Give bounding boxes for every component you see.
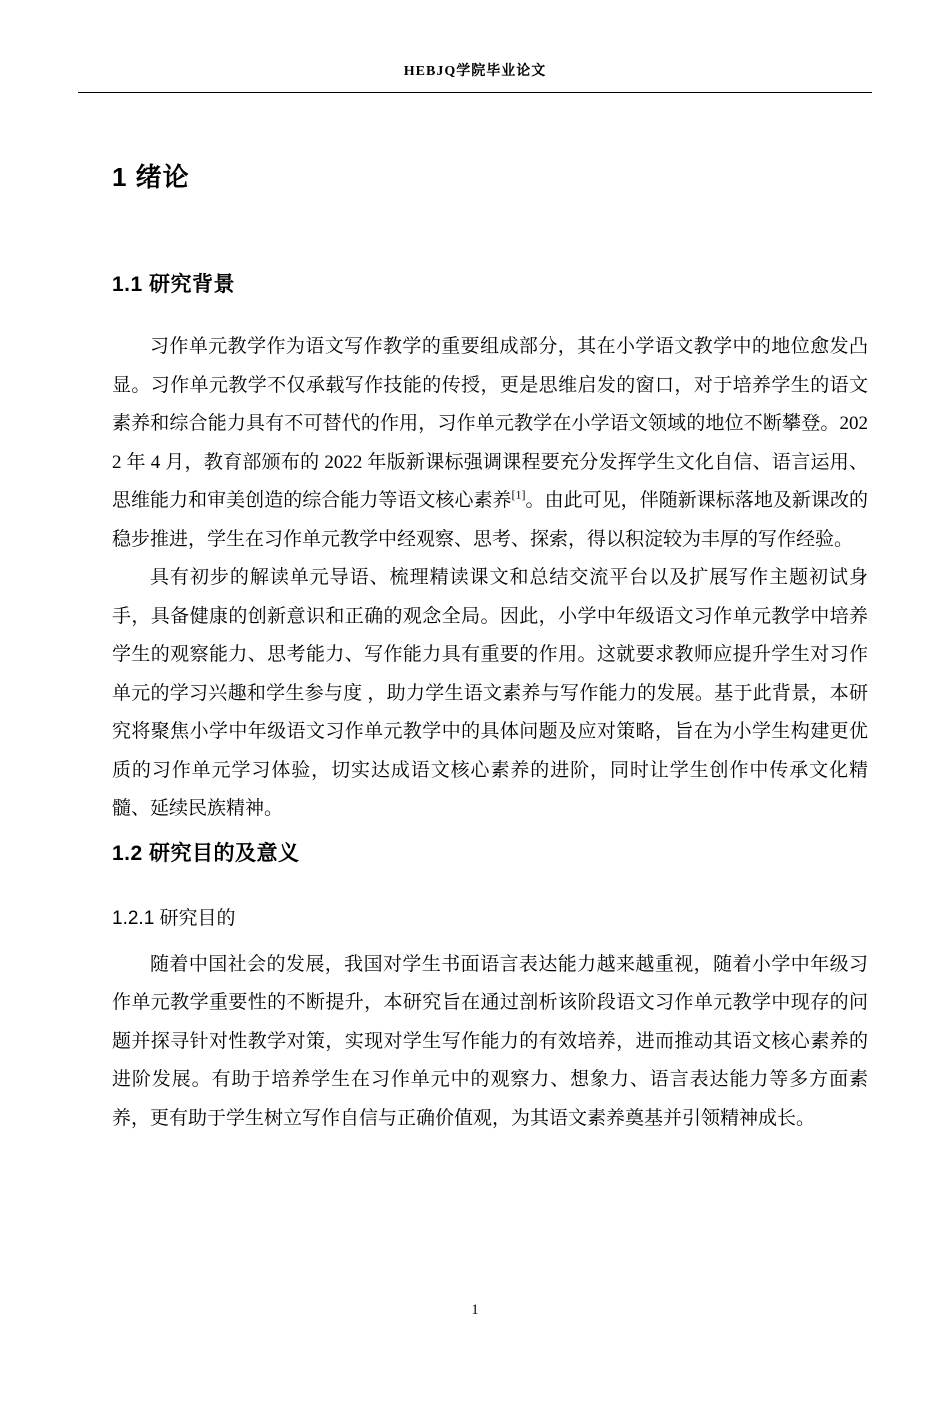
footnote-reference-1: [1]: [511, 487, 526, 502]
document-body: [112, 157, 868, 1138]
subsection-1-2-1-heading: 1.2.1 研究目的: [112, 907, 236, 929]
page-header: [78, 60, 872, 93]
section-1-1-heading: 1.1 研究背景: [112, 273, 236, 296]
page-number: 1: [471, 1302, 479, 1318]
section-1-2-heading: 1.2 研究目的及意义: [112, 841, 300, 865]
paragraph-text-after-note: 。由此可见，伴随新课标落地及新课改的稳步推进，学生在习作单元教学中经观察、思考、探索，得以积淀较为丰厚的写作经验。: [112, 490, 868, 550]
chapter-1-heading: 1 绪论: [112, 162, 190, 192]
header-title: HEBJQ学院毕业论文: [403, 64, 547, 79]
paragraph-research-background-2: 具有初步的解读单元导语、梳理精读课文和总结交流平台以及扩展写作主题初试身手，具备健康的创新意识和正确的观念全局。因此，小学中年级语文习作单元教学中培养学生的观察能力、思考能力、写作能力具有重要的作用。这就要求教师应提升学生对习作单元的学习兴趣和学生参与度 ，助力学生语文素养与写作能力的发展。基于此背景，本研究将聚焦小学中年级语文习作单元教学中的具体问题及应对策略，旨在为小学生构建更优质的习作单元学习体验，切实达成语文核心素养的进阶，同时让学生创作中传承文化精髓、延续民族精神。: [112, 567, 868, 819]
thesis-page: [0, 60, 950, 1404]
paragraph-research-purpose: 随着中国社会的发展，我国对学生书面语言表达能力越来越重视，随着小学中年级习作单元教学重要性的不断提升，本研究旨在通过剖析该阶段语文习作单元教学中现存的问题并探寻针对性教学对策，实现对学生写作能力的有效培养，进而推动其语文核心素养的进阶发展。有助于培养学生在习作单元中的观察力、想象力、语言表达能力等多方面素养，更有助于学生树立写作自信与正确价值观，为其语文素养奠基并引领精神成长。: [112, 953, 868, 1129]
paragraph-text-before-note: 习作单元教学作为语文写作教学的重要组成部分，其在小学语文教学中的地位愈发凸显。习作单元教学不仅承载写作技能的传授，更是思维启发的窗口，对于培养学生的语文素养和综合能力具有不可替代的作用，习作单元教学在小学语文领域的地位不断攀登。2022 年 4 月，教育部颁布的 2022 年版新课标强调课程要充分发挥学生文化自信、语言运用、思维能力和审美创造的综合能力等语文核心素养: [112, 336, 868, 511]
page-footer: [0, 1302, 950, 1319]
paragraph-research-background-1: [112, 328, 868, 559]
